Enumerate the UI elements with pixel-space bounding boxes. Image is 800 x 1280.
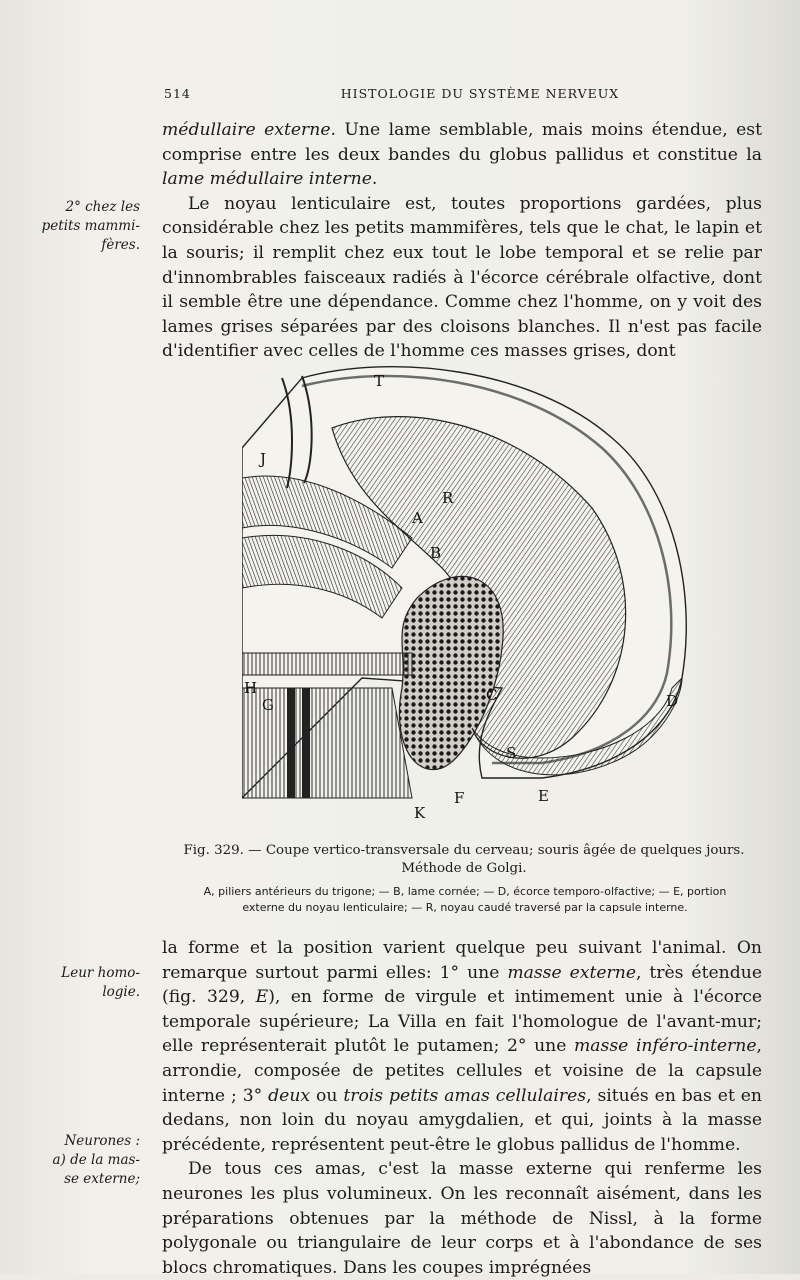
text-block-top (162, 118, 762, 364)
paragraph-text: , situés en bas et en dedans, non loin du noyau amygdalien, et qui, joints à la masse précédente, représentent peut-être le globus pallidus de l'homme. (162, 1085, 762, 1155)
margin-note-line: a) de la mas- (52, 1152, 140, 1168)
paragraph-1 (162, 118, 762, 192)
paragraph-text: ou (310, 1085, 344, 1106)
margin-note-line: se externe; (64, 1171, 140, 1187)
paragraph-3 (162, 936, 762, 1157)
italic-term: E (255, 987, 269, 1008)
paragraph-2: Le noyau lenticulaire est, toutes proportions gardées, plus considérable chez les petits mammifères, tels que le chat, le lapin et la souris; il remplit chez eux tout le lobe temporal et se relie par d'innombrables faisceaux radiés à l'écorce cérébrale olfactive, dont il semble être une dépendance. Comme chez l'homme, on y voit des lames grises séparées par des cloisons blanches. Il n'est pas facile d'identifier avec celles de l'homme ces masses grises, dont (162, 193, 762, 362)
italic-term: trois petits amas cellulaires (343, 1085, 587, 1106)
paragraph-text: . (371, 169, 378, 190)
italic-term: masse externe (507, 962, 636, 983)
margin-note-homology (28, 964, 140, 1002)
paragraph-text: ), en forme de virgule et intimement unie à l'écorce temporale supérieure; La Villa en fait l'homologue de l'avant-mur; elle représenterait plutôt le putamen; 2° une (162, 987, 762, 1057)
italic-term: deux (268, 1085, 311, 1106)
running-title: HISTOLOGIE DU SYSTÈME NERVEUX (340, 86, 620, 101)
margin-note-line: Leur homo- (61, 965, 140, 981)
figure-label-A: A (412, 509, 423, 527)
margin-note-line: fères. (101, 237, 140, 253)
paragraph-4: De tous ces amas, c'est la masse externe qui renferme les neurones les plus volumineux. On les reconnaît aisément, dans les préparations obtenues par la méthode de Nissl, à la forme polygonale ou triangulaire de leur corps et à l'abondance de ses blocs chromatiques. Dans les coupes imprégnées (162, 1159, 762, 1278)
figure-label-K: K (414, 804, 426, 822)
caption-line-2: Méthode de Golgi. (401, 861, 527, 876)
paragraph-text: , arrondie, composée de petites cellules et voisine de la capsule interne ; 3° (162, 1036, 762, 1106)
figure-label-D: D (666, 692, 679, 710)
text-block-bottom (162, 936, 762, 1280)
brain-section-illustration (242, 358, 692, 830)
figure-label-B: B (430, 544, 442, 562)
figure-caption (164, 842, 764, 878)
paragraph-text: , très étendue (fig. 329, (162, 962, 762, 1008)
margin-note-neurons (28, 1132, 140, 1189)
figure-329-brain-section (242, 358, 692, 830)
figure-label-F: F (454, 789, 465, 807)
caption-line-1: Fig. 329. — Coupe vertico-transversale du cerveau; souris âgée de quelques jours. (183, 843, 745, 858)
legend-line-2: externe du noyau lenticulaire; — R, noyau caudé traversé par la capsule interne. (242, 901, 688, 914)
figure-label-T: T (374, 372, 385, 390)
margin-note-line: Neurones : (64, 1133, 140, 1149)
figure-label-E: E (538, 787, 549, 805)
italic-term: lame médullaire interne (162, 169, 372, 190)
figure-legend (150, 884, 780, 916)
paragraph-text: la forme et la position varient quelque peu suivant l'animal. On remarque surtout parmi elles: 1° une (162, 938, 762, 983)
figure-label-R: R (442, 489, 454, 507)
margin-note-small-mammals (28, 198, 140, 255)
figure-label-G: G (262, 696, 274, 714)
margin-note-line: petits mammi- (41, 218, 140, 234)
margin-note-line: logie. (102, 984, 140, 1000)
figure-label-S: S (506, 744, 517, 762)
paragraph-text: Une lame semblable, mais moins étendue, est comprise entre les deux bandes du globus pallidus et constitue la (162, 120, 762, 165)
figure-label-J: J (260, 450, 267, 468)
legend-line-1: A, piliers antérieurs du trigone; — B, lame cornée; — D, écorce temporo-olfactive; — E, portion (203, 885, 727, 898)
figure-label-C: C (486, 686, 498, 704)
italic-term: masse inféro-interne (574, 1036, 757, 1057)
figure-label-H: H (244, 679, 258, 697)
italic-term: médullaire externe. (162, 120, 336, 140)
page-number: 514 (164, 86, 191, 101)
margin-note-line: 2° chez les (65, 199, 140, 215)
page-header (0, 86, 800, 106)
